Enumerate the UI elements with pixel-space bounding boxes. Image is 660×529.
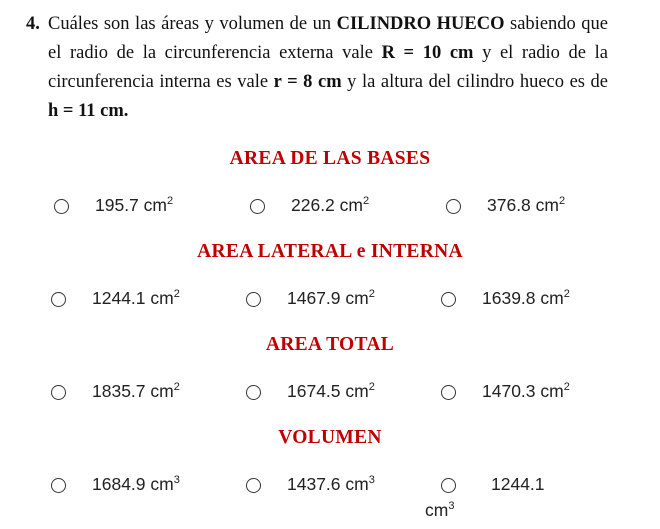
option-label: 1437.6 $cm^3$ <box>287 474 375 494</box>
option-label: 376.8 $cm^2$ <box>487 195 566 215</box>
option-label: 1684.9 $cm^3$ <box>92 474 180 494</box>
option-label: 1244.1 <box>491 474 545 494</box>
option-label: 1835.7 $cm^2$ <box>92 381 180 401</box>
option-label: 1244.1 $cm^2$ <box>92 288 180 308</box>
option-label: 1674.5 $cm^2$ <box>287 381 375 401</box>
question-number: 4. <box>26 14 40 34</box>
question-text: 4. Cuáles son las áreas y volumen de un CILINDRO HUECO sabiendo que el radio de la circunferencia externa vale R = 10 cm y el radio de la circunferencia interna es vale r = 8 cm y la altura del cilindro hueco es de h = 11 cm. <box>48 10 608 126</box>
outer-radius: R = 10 cm <box>381 43 474 63</box>
radio-button[interactable] <box>51 292 66 307</box>
radio-button[interactable] <box>246 478 261 493</box>
radio-button[interactable] <box>446 199 461 214</box>
height: h = 11 cm. <box>48 101 129 121</box>
radio-button[interactable] <box>54 199 69 214</box>
option-label: 1467.9 $cm^2$ <box>287 288 375 308</box>
option-label: 226.2 $cm^2$ <box>291 195 370 215</box>
radio-button[interactable] <box>51 385 66 400</box>
option-label: 195.7 $cm^2$ <box>95 195 174 215</box>
heading-area-total: AREA TOTAL <box>265 334 395 355</box>
option-label: 1470.3 $cm^2$ <box>482 381 570 401</box>
heading-volumen: VOLUMEN <box>278 427 382 448</box>
radio-button[interactable] <box>441 292 456 307</box>
radio-button[interactable] <box>441 478 456 493</box>
radio-button[interactable] <box>246 292 261 307</box>
radio-button[interactable] <box>441 385 456 400</box>
radio-button[interactable] <box>250 199 265 214</box>
radio-button[interactable] <box>246 385 261 400</box>
heading-area-lateral: AREA LATERAL e INTERNA <box>197 241 463 262</box>
radio-button[interactable] <box>51 478 66 493</box>
wrapped-unit: $cm^3$ <box>425 500 455 520</box>
heading-area-bases: AREA DE LAS BASES <box>229 148 431 169</box>
inner-radius: r = 8 cm <box>273 72 342 92</box>
shape-name: CILINDRO HUECO <box>336 14 505 34</box>
option-label: 1639.8 $cm^2$ <box>482 288 570 308</box>
